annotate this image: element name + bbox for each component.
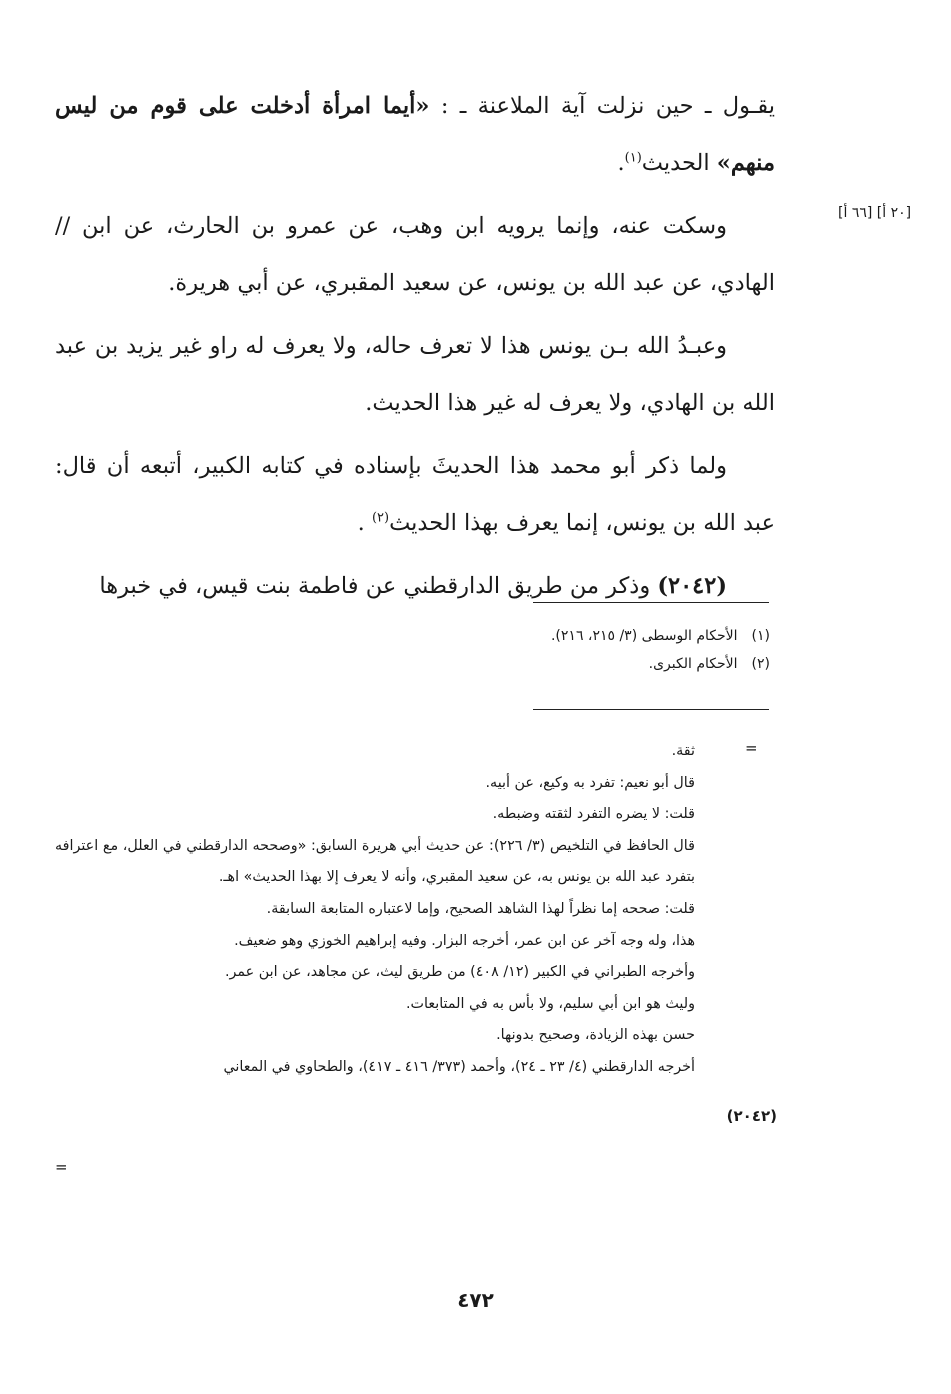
footnote-number: (٢)	[751, 656, 770, 672]
annotation-line: أخرجه الدارقطني (٤/ ٢٣ ـ ٢٤)، وأحمد (٣٧٣/ ٤١٦ ـ ٤١٧)، والطحاوي في المعاني	[223, 1058, 695, 1075]
footnotes	[420, 622, 770, 678]
annotation-line: قلت: لا يضره التفرد لثقته وضبطه.	[492, 806, 695, 823]
annotation-line: حسن بهذه الزيادة، وصحيح بدونها.	[496, 1027, 695, 1044]
editor-annotation	[55, 736, 695, 1084]
paragraph-1: يقـول ـ حين نزلت آية الملاعنة ـ : «أيما امرأة أدخلت على قوم من ليس منهم» الحديث$^{(١)}$.	[55, 93, 775, 176]
paragraph-5: (٢٠٤٢) وذكر من طريق الدارقطني عن فاطمة بنت قيس، في خبرها	[99, 573, 727, 599]
footnote-item	[420, 650, 770, 678]
footnote-number: (١)	[751, 628, 770, 644]
footnote-text: الأحكام الكبرى.	[648, 656, 738, 672]
footnote-divider	[533, 602, 769, 603]
continuation-mark-bottom: =	[55, 1158, 68, 1176]
paragraph-3: وعبـدُ الله بـن يونس هذا لا تعرف حاله، ولا يعرف له راو غير يزيد بن عبد الله بن الهادي، ولا يعرف له غير هذا الحديث.	[55, 333, 775, 416]
footnote-text: الأحكام الوسطى (٣/ ٢١٥، ٢١٦).	[550, 628, 738, 644]
annotation-hadith-number: (٢٠٤٢)	[726, 1107, 777, 1125]
annotation-line: قال الحافظ في التلخيص (٣/ ٢٢٦): عن حديث أبي هريرة السابق: «وصححه الدارقطني في العلل، مع اعترافه بتفرد عبد الله بن يونس به، عن سعيد المقبري، وأنه لا يعرف إلا بهذا الحديث» اهـ.	[55, 837, 695, 886]
page-number: ٤٧٢	[457, 1288, 494, 1312]
margin-manuscript-reference: [٢٠ أ] [٦٦ أ]	[838, 205, 912, 221]
annotation-line: قلت: صححه إما نظراً لهذا الشاهد الصحيح، وإما لاعتباره المتابعة السابقة.	[266, 900, 695, 917]
footnote-item	[420, 622, 770, 650]
annotation-line: وأخرجه الطبراني في الكبير (١٢/ ٤٠٨) من طريق ليث، عن مجاهد، عن ابن عمر.	[224, 964, 695, 981]
paragraph-4: ولما ذكر أبو محمد هذا الحديثَ بإسناده في كتابه الكبير، أتبعه أن قال: عبد الله بن يونس، إنما يعرف بهذا الحديث$^{(٢)}$ .	[55, 453, 775, 536]
main-text	[55, 78, 775, 621]
footnote-marker-2[interactable]: (٢)	[371, 510, 390, 526]
annotation-line: وليث هو ابن أبي سليم، ولا بأس به في المتابعات.	[405, 995, 695, 1012]
annotation-line: ثقة.	[671, 743, 695, 759]
paragraph-2: وسكت عنه، وإنما يرويه ابن وهب، عن عمرو بن الحارث، عن ابن // الهادي، عن عبد الله بن يونس، عن سعيد المقبري، عن أبي هريرة.	[55, 213, 775, 296]
annotation-line: هذا، وله وجه آخر عن ابن عمر، أخرجه البزار. وفيه إبراهيم الخوزي وهو ضعيف.	[234, 932, 695, 949]
footnote-marker-1[interactable]: (١)	[624, 150, 642, 166]
annotation-divider	[533, 709, 769, 710]
hadith-number: (٢٠٤٢)	[657, 573, 727, 599]
annotation-line: قال أبو نعيم: تفرد به وكيع، عن أبيه.	[485, 774, 695, 791]
continuation-mark-top: =	[745, 739, 758, 757]
hadith-quote: «أيما امرأة أدخلت على قوم من ليس منهم»	[55, 93, 775, 176]
